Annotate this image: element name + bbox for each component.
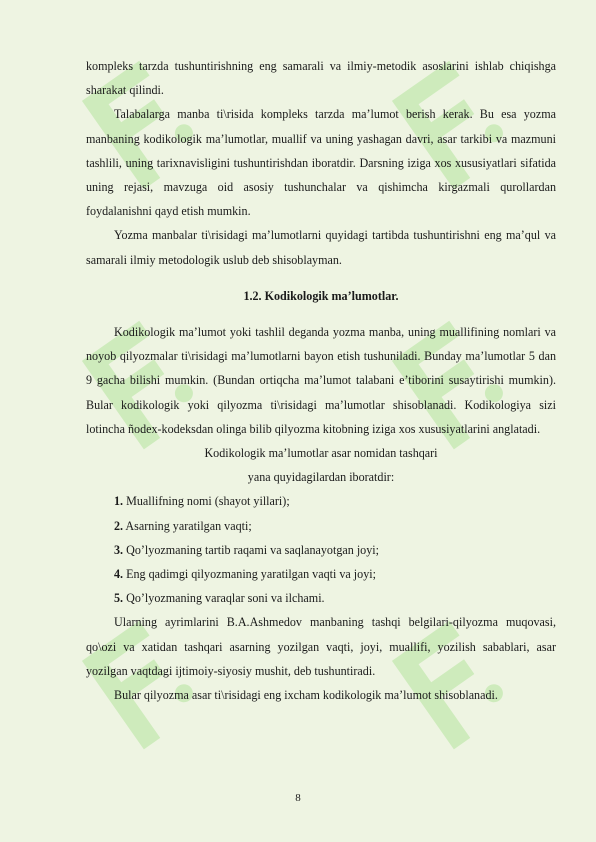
list-item-number: 3. [114,542,124,557]
list-item-number: 1. [114,494,124,509]
list-item-text: Muallifning nomi (shayot yillari); [123,494,290,509]
page-number: 8 [295,792,301,804]
document-page [86,54,556,707]
list-item [86,562,556,586]
paragraph-codicology: Kodikologik ma’lumot yoki tashlil deganda yozma manba, uning muallifining nomlari va noyob qilyozmalar ti\risidagi ma’lumotlarni bayon etish tushuniladi. Bunday ma’lumotlar 5 dan 9 gacha bilishi mumkin. (Bundan ortiqcha ma’lumot talabani e’tiborini susaytirishi mumkin). Bular kodikologik yoki qilyozma ti\risidagi ma’lumotlar shisoblanadi. Kodikologiya sizi lotincha ñodex-kodeksdan olinga bilib qilyozma kitobning iziga xos xususiyatlarini anglatadi. [86,325,556,436]
paragraph-closing: Bular qilyozma asar ti\risidagi eng ixcham kodikologik ma’lumot shisoblanadi. [114,688,498,703]
list-item-text: Qo’lyozmaning tartib raqami va saqlanayotgan joyi; [123,542,379,557]
list-item-number: 2. [114,518,124,533]
list-item-text: Eng qadimgi qilyozmaning yaratilgan vaqti va joyi; [123,567,376,582]
centered-line-2: yana quyidagilardan iboratdir: [247,470,395,485]
list-item [86,538,556,562]
list-item-number: 5. [114,591,124,606]
paragraph-sources: Yozma manbalar ti\risidagi ma’lumotlarni quyidagi tartibda tushuntirishni eng ma’qul va samarali ilmiy metodologik uslub deb shisoblayman. [86,228,556,267]
section-title: 1.2. Kodikologik ma’lumotlar. [243,288,399,303]
paragraph-students: Talabalarga manba ti\risida kompleks tarzda ma’lumot berish kerak. Bu esa yozma manbaning kodikologik ma’lumotlar, muallif va uning yashagan davri, asar tarkibi va mazmuni tashlili, uning tarixnavisligini tushuntirishdan iboratdir. Darsning iziga xos xususiyatlari sifatida uning rejasi, mavzuga oid asosiy tushunchalar va qishimcha kirgazmali qurollardan foydalanishni qayd etish mumkin. [86,107,556,219]
centered-line-1: Kodikologik ma’lumotlar asar nomidan tashqari [204,446,438,461]
paragraph-ashmedov: Ularning ayrimlarini B.A.Ashmedov manbaning tashqi belgilari-qilyozma muqovasi, qo\ozi va xatidan tashqari asarning yozilgan vaqti, joyi, muallifi, yozilish sabablari, asar yozilgan vaqtdagi ijtimoiy-siyosiy mushit, deb tushuntiradi. [86,615,556,678]
list-item [86,514,556,538]
list-item [86,586,556,610]
list-item-text: Asarning yaratilgan vaqti; [123,518,252,533]
list-item-text: Qo’lyozmaning varaqlar soni va ilchami. [123,591,325,606]
list-item [86,489,556,513]
list-item-number: 4. [114,567,124,582]
paragraph-intro: kompleks tarzda tushuntirishning eng samarali va ilmiy-metodik asoslarini ishlab chiqishga sharakat qilindi. [86,59,556,98]
